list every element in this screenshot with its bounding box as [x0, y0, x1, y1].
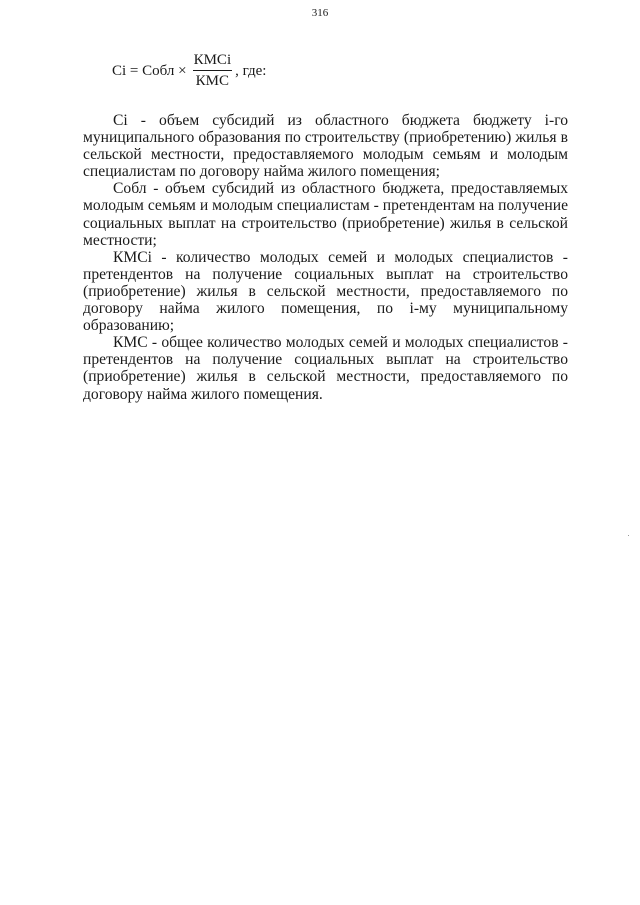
definition-ci: Ci - объем субсидий из областного бюджета бюджету i-го муниципального образования по строительству (приобретению) жилья в сельской местности, предоставляемого молодым семьям и молодым специалистам по договору найма жилого помещения;: [83, 112, 568, 181]
scan-speck: [628, 535, 629, 536]
definition-sobl: Собл - объем субсидий из областного бюджета, предоставляемых молодым семьям и молодым специалистам - претендентам на получение социальных выплат на строительство (приобретение) жилья в сельской местности;: [83, 180, 568, 249]
definition-kms: КМС - общее количество молодых семей и молодых специалистов - претендентов на получение социальных выплат на строительство (приобретение) жилья в сельской местности, предоставляемого по договору найма жилого помещения.: [83, 334, 568, 403]
subsidy-formula: [112, 52, 266, 90]
definitions-block: [83, 112, 568, 403]
formula-fraction: [193, 52, 233, 90]
definition-kmsi: КМСi - количество молодых семей и молодых специалистов - претендентов на получение социальных выплат на строительство (приобретение) жилья в сельской местности, предоставляемого по договору найма жилого помещения, по i-му муниципальному образованию;: [83, 248, 568, 335]
formula-lhs: Ci = Собл ×: [112, 62, 187, 79]
formula-denominator: КМС: [195, 73, 230, 89]
page-number: 316: [311, 7, 329, 19]
formula-tail: , где:: [235, 62, 267, 79]
formula-numerator: КМСi: [193, 52, 233, 71]
